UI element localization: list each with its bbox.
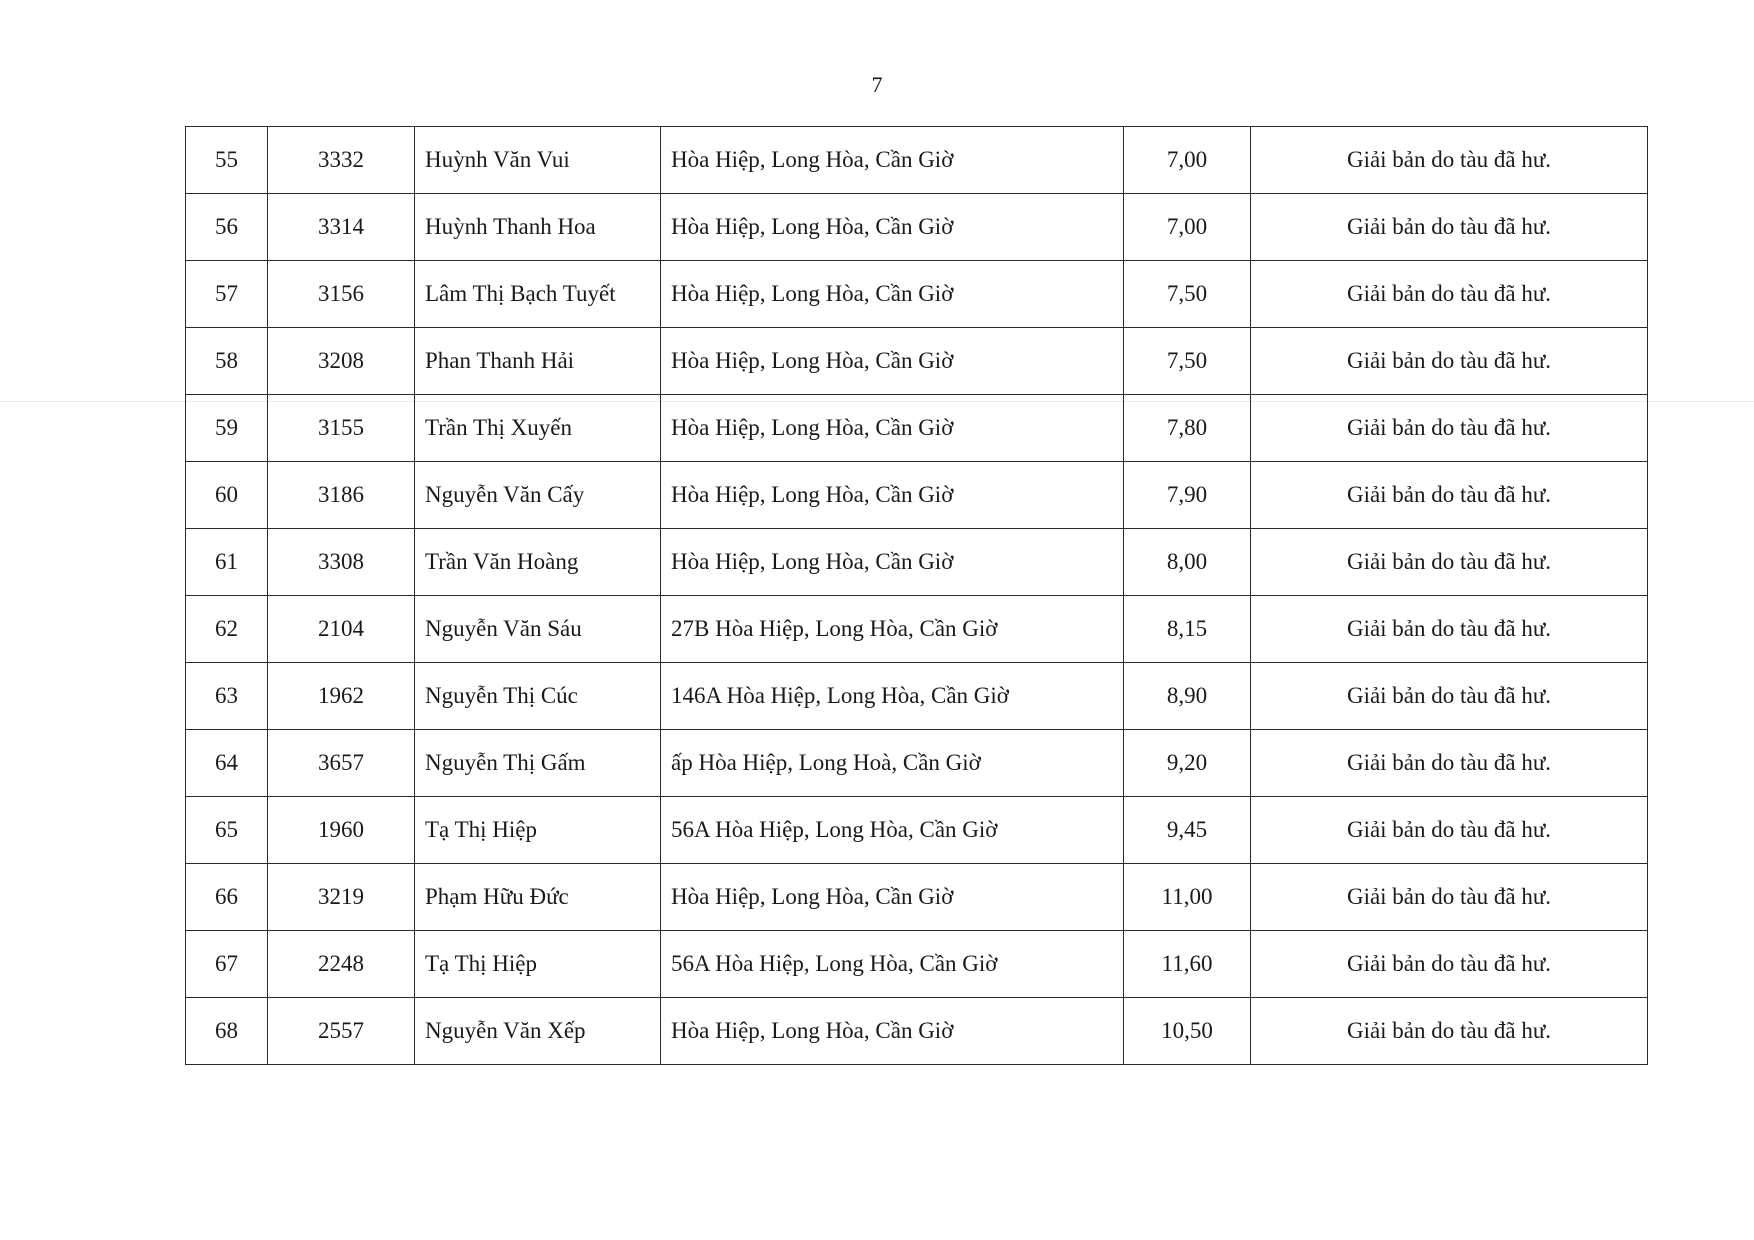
value-cell: 11,60 — [1124, 931, 1251, 998]
address-cell: Hòa Hiệp, Long Hòa, Cần Giờ — [661, 462, 1124, 529]
note-cell: Giải bản do tàu đã hư. — [1251, 931, 1648, 998]
record-number-cell: 3156 — [268, 261, 415, 328]
table-row — [186, 998, 1648, 1065]
record-number-cell: 3314 — [268, 194, 415, 261]
owner-name-cell: Trần Thị Xuyến — [415, 395, 661, 462]
value-cell: 9,45 — [1124, 797, 1251, 864]
note-cell: Giải bản do tàu đã hư. — [1251, 596, 1648, 663]
record-number-cell: 3186 — [268, 462, 415, 529]
row-number-cell: 58 — [186, 328, 268, 395]
table-row — [186, 261, 1648, 328]
address-cell: Hòa Hiệp, Long Hòa, Cần Giờ — [661, 261, 1124, 328]
table-row — [186, 462, 1648, 529]
table-row — [186, 663, 1648, 730]
owner-name-cell: Nguyễn Văn Cấy — [415, 462, 661, 529]
address-cell: ấp Hòa Hiệp, Long Hoà, Cần Giờ — [661, 730, 1124, 797]
address-cell: Hòa Hiệp, Long Hòa, Cần Giờ — [661, 395, 1124, 462]
note-cell: Giải bản do tàu đã hư. — [1251, 395, 1648, 462]
note-cell: Giải bản do tàu đã hư. — [1251, 127, 1648, 194]
record-number-cell: 2104 — [268, 596, 415, 663]
address-cell: Hòa Hiệp, Long Hòa, Cần Giờ — [661, 194, 1124, 261]
value-cell: 8,90 — [1124, 663, 1251, 730]
value-cell: 9,20 — [1124, 730, 1251, 797]
value-cell: 7,00 — [1124, 127, 1251, 194]
value-cell: 7,00 — [1124, 194, 1251, 261]
address-cell: 56A Hòa Hiệp, Long Hòa, Cần Giờ — [661, 931, 1124, 998]
owner-name-cell: Nguyễn Thị Cúc — [415, 663, 661, 730]
row-number-cell: 66 — [186, 864, 268, 931]
page-number: 7 — [871, 72, 883, 97]
table-row — [186, 797, 1648, 864]
owner-name-cell: Huỳnh Văn Vui — [415, 127, 661, 194]
address-cell: 27B Hòa Hiệp, Long Hòa, Cần Giờ — [661, 596, 1124, 663]
note-cell: Giải bản do tàu đã hư. — [1251, 328, 1648, 395]
row-number-cell: 64 — [186, 730, 268, 797]
address-cell: Hòa Hiệp, Long Hòa, Cần Giờ — [661, 529, 1124, 596]
value-cell: 7,80 — [1124, 395, 1251, 462]
owner-name-cell: Phan Thanh Hải — [415, 328, 661, 395]
owner-name-cell: Phạm Hữu Đức — [415, 864, 661, 931]
note-cell: Giải bản do tàu đã hư. — [1251, 730, 1648, 797]
table-row — [186, 395, 1648, 462]
note-cell: Giải bản do tàu đã hư. — [1251, 998, 1648, 1065]
row-number-cell: 68 — [186, 998, 268, 1065]
record-number-cell: 3308 — [268, 529, 415, 596]
row-number-cell: 59 — [186, 395, 268, 462]
value-cell: 7,50 — [1124, 328, 1251, 395]
record-number-cell: 2248 — [268, 931, 415, 998]
owner-name-cell: Nguyễn Thị Gấm — [415, 730, 661, 797]
owner-name-cell: Lâm Thị Bạch Tuyết — [415, 261, 661, 328]
address-cell: 56A Hòa Hiệp, Long Hòa, Cần Giờ — [661, 797, 1124, 864]
address-cell: Hòa Hiệp, Long Hòa, Cần Giờ — [661, 864, 1124, 931]
table-row — [186, 596, 1648, 663]
row-number-cell: 55 — [186, 127, 268, 194]
record-number-cell: 3208 — [268, 328, 415, 395]
note-cell: Giải bản do tàu đã hư. — [1251, 194, 1648, 261]
address-cell: 146A Hòa Hiệp, Long Hòa, Cần Giờ — [661, 663, 1124, 730]
owner-name-cell: Tạ Thị Hiệp — [415, 931, 661, 998]
record-number-cell: 3219 — [268, 864, 415, 931]
note-cell: Giải bản do tàu đã hư. — [1251, 261, 1648, 328]
row-number-cell: 63 — [186, 663, 268, 730]
note-cell: Giải bản do tàu đã hư. — [1251, 663, 1648, 730]
row-number-cell: 67 — [186, 931, 268, 998]
record-number-cell: 1960 — [268, 797, 415, 864]
owner-name-cell: Trần Văn Hoàng — [415, 529, 661, 596]
record-number-cell: 2557 — [268, 998, 415, 1065]
value-cell: 10,50 — [1124, 998, 1251, 1065]
owner-name-cell: Tạ Thị Hiệp — [415, 797, 661, 864]
address-cell: Hòa Hiệp, Long Hòa, Cần Giờ — [661, 127, 1124, 194]
note-cell: Giải bản do tàu đã hư. — [1251, 462, 1648, 529]
row-number-cell: 56 — [186, 194, 268, 261]
owner-name-cell: Nguyễn Văn Sáu — [415, 596, 661, 663]
note-cell: Giải bản do tàu đã hư. — [1251, 529, 1648, 596]
address-cell: Hòa Hiệp, Long Hòa, Cần Giờ — [661, 328, 1124, 395]
value-cell: 7,90 — [1124, 462, 1251, 529]
note-cell: Giải bản do tàu đã hư. — [1251, 797, 1648, 864]
table-row — [186, 127, 1648, 194]
record-number-cell: 1962 — [268, 663, 415, 730]
note-cell: Giải bản do tàu đã hư. — [1251, 864, 1648, 931]
row-number-cell: 60 — [186, 462, 268, 529]
row-number-cell: 61 — [186, 529, 268, 596]
value-cell: 8,15 — [1124, 596, 1251, 663]
owner-name-cell: Nguyễn Văn Xếp — [415, 998, 661, 1065]
value-cell: 11,00 — [1124, 864, 1251, 931]
table-row — [186, 730, 1648, 797]
table-row — [186, 931, 1648, 998]
data-table — [185, 126, 1648, 1065]
table-body — [186, 127, 1648, 1065]
row-number-cell: 57 — [186, 261, 268, 328]
value-cell: 7,50 — [1124, 261, 1251, 328]
table-row — [186, 864, 1648, 931]
table-row — [186, 194, 1648, 261]
row-number-cell: 62 — [186, 596, 268, 663]
value-cell: 8,00 — [1124, 529, 1251, 596]
record-number-cell: 3657 — [268, 730, 415, 797]
record-number-cell: 3155 — [268, 395, 415, 462]
table-row — [186, 328, 1648, 395]
address-cell: Hòa Hiệp, Long Hòa, Cần Giờ — [661, 998, 1124, 1065]
table-row — [186, 529, 1648, 596]
owner-name-cell: Huỳnh Thanh Hoa — [415, 194, 661, 261]
record-number-cell: 3332 — [268, 127, 415, 194]
row-number-cell: 65 — [186, 797, 268, 864]
